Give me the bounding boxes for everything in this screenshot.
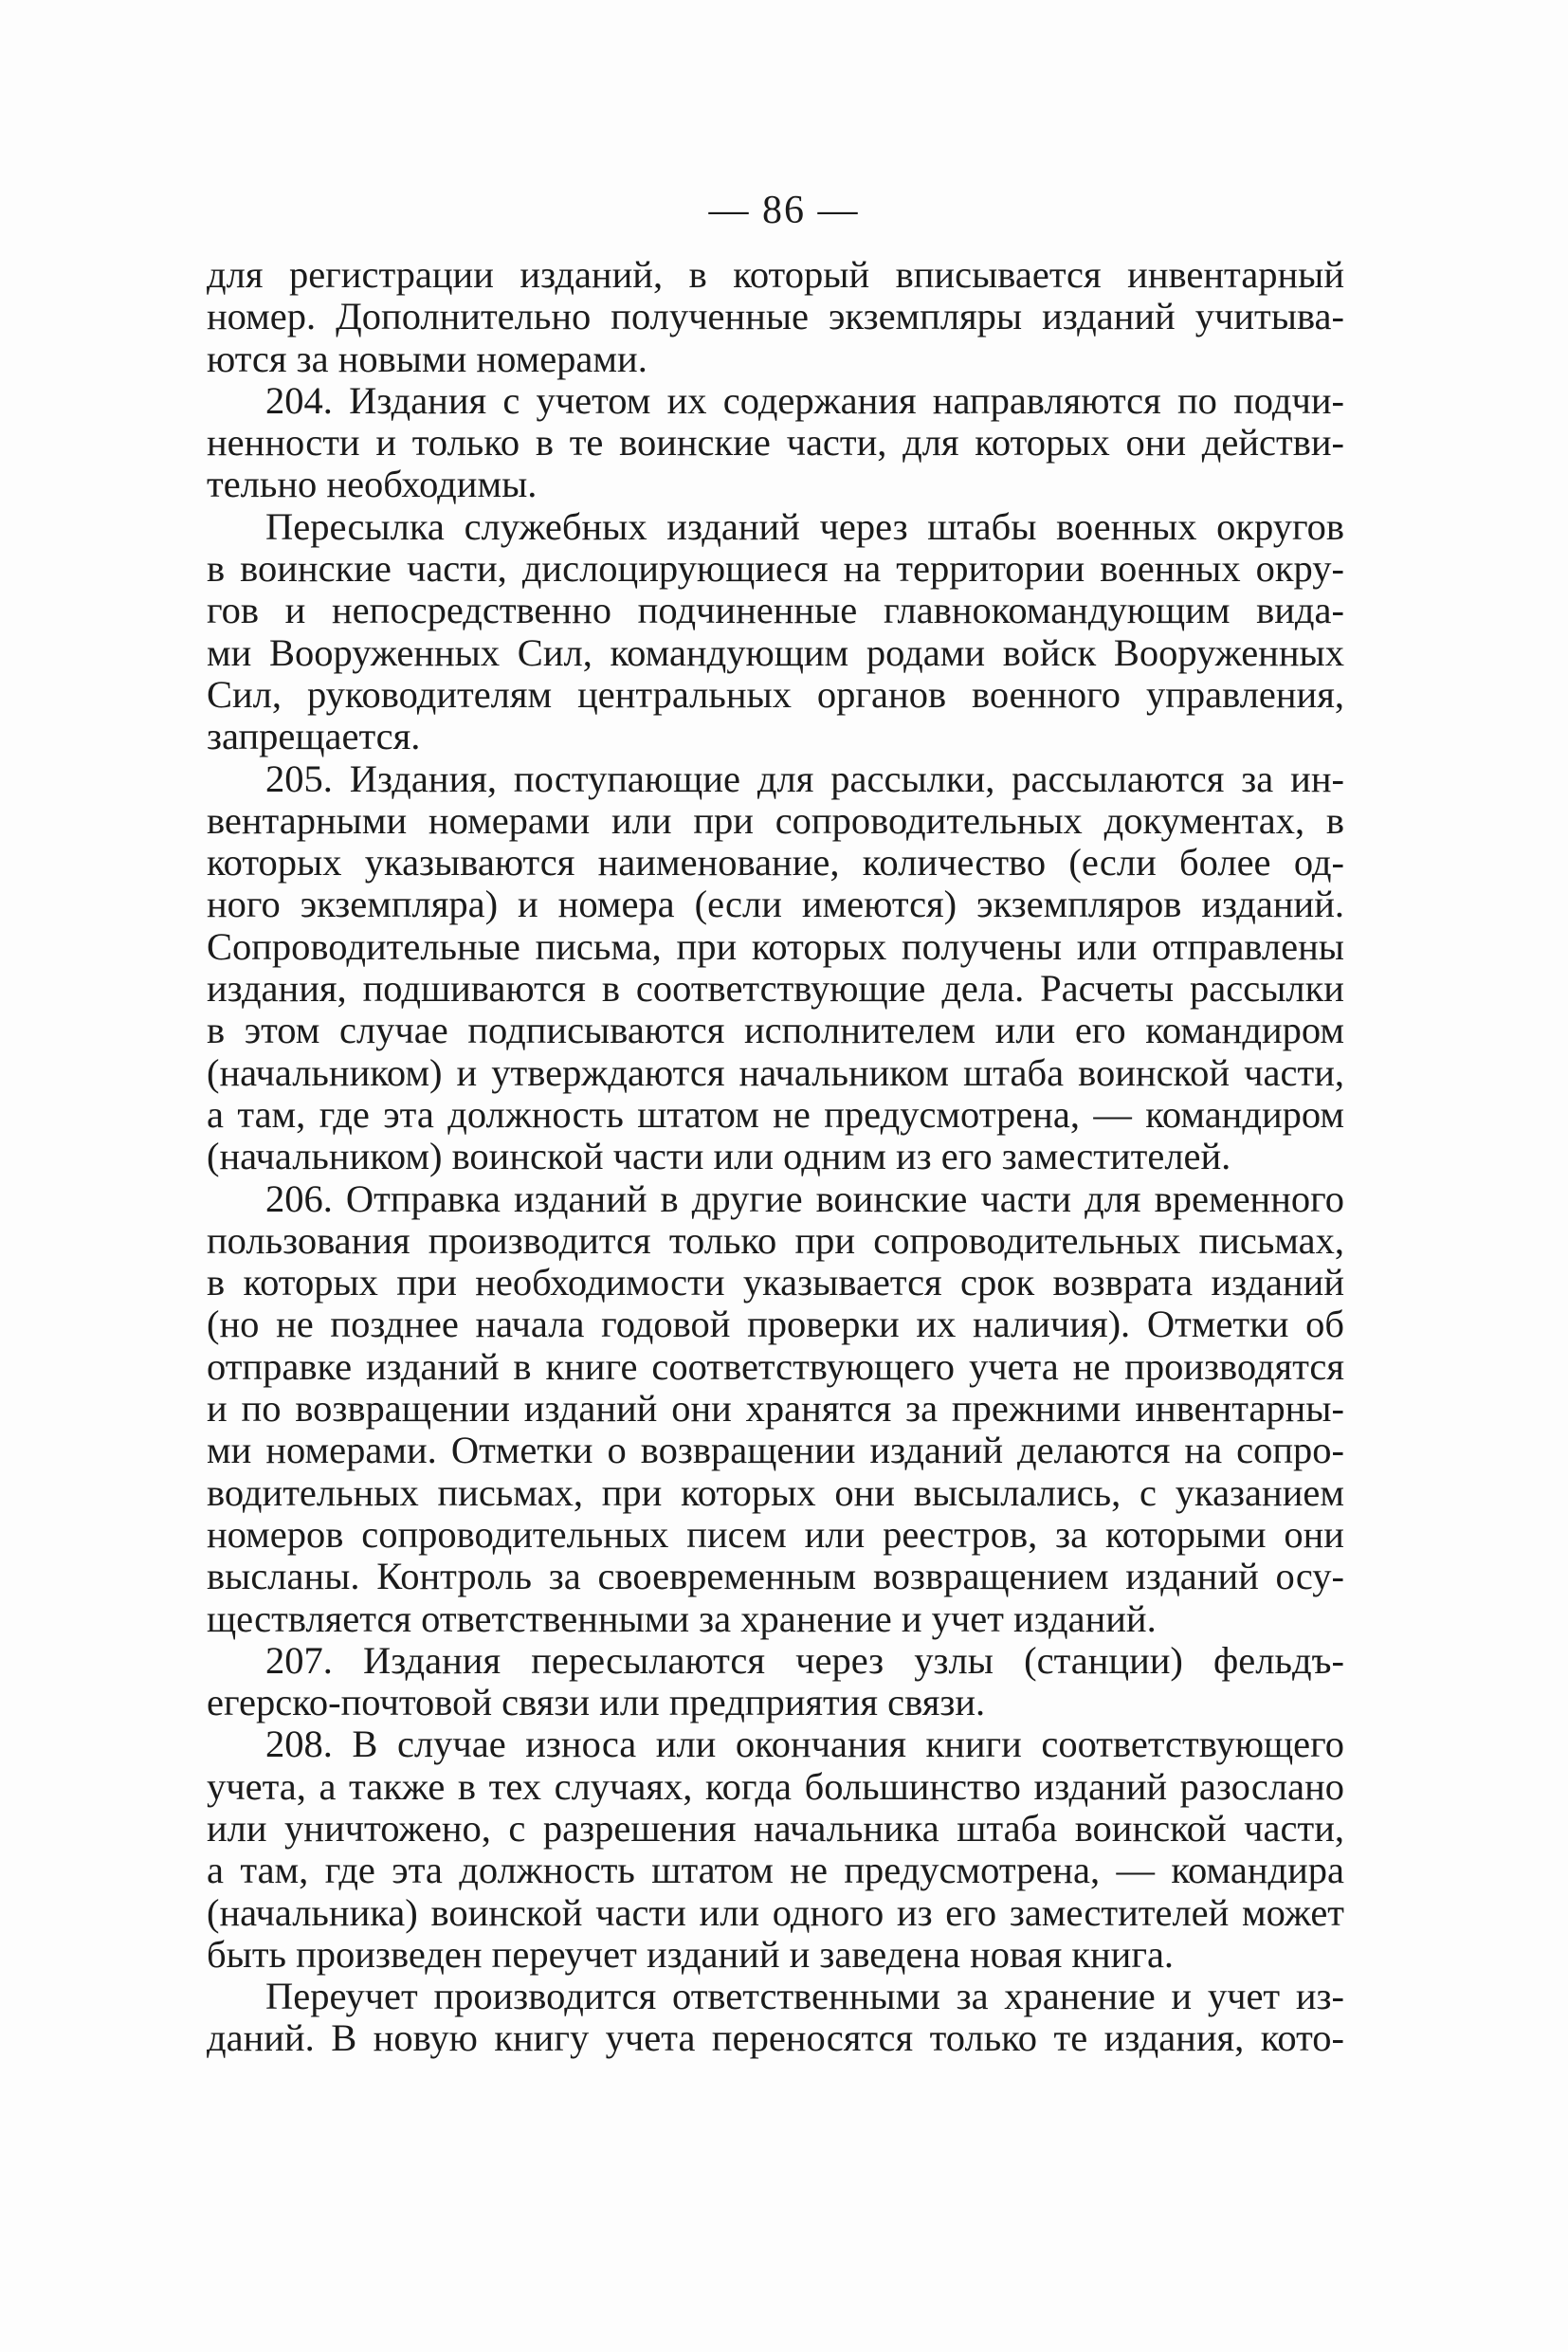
text-line: Пересылка служебных изданий через штабы военных округов — [265, 504, 1344, 548]
text-line: запрещается. — [207, 715, 421, 758]
text-line: издания, подшиваются в соответствующие дела. Расчеты рассылки — [207, 967, 1344, 1011]
text-line: даний. В новую книгу учета переносятся только те издания, кото- — [207, 2016, 1344, 2060]
page-number: — 86 — — [708, 189, 860, 232]
text-line: (начальником) и утверждаются начальником штаба воинской части, — [207, 1050, 1344, 1094]
text-line: (начальником) воинской части или одним из его заместителей. — [207, 1135, 1231, 1178]
paragraph-207 — [207, 1640, 1344, 1724]
body-text — [207, 254, 1344, 2060]
text-line: ного экземпляра) и номера (если имеются) экземпляров изданий. — [207, 883, 1344, 926]
paragraph-205 — [207, 758, 1344, 1178]
text-line: (но не позднее начала годовой проверки их наличия). Отметки об — [207, 1303, 1344, 1346]
paragraph-206 — [207, 1178, 1344, 1640]
paragraph-208-reaccounting — [207, 1976, 1344, 2060]
text-line: пользования производится только при сопроводительных письмах, — [207, 1218, 1344, 1262]
text-line: гов и непосредственно подчиненные главнокомандующим вида- — [207, 589, 1344, 632]
text-line: или уничтожено, с разрешения начальника штаба воинской части, — [207, 1806, 1344, 1850]
text-line: егерско-почтовой связи или предприятия связи. — [207, 1681, 986, 1724]
text-line: 208. В случае износа или окончания книги соответствующего — [265, 1723, 1344, 1766]
text-line: номер. Дополнительно полученные экземпляры изданий учитыва- — [207, 295, 1344, 338]
paragraph-208 — [207, 1723, 1344, 1976]
text-line: вентарными номерами или при сопроводительных документах, в — [207, 798, 1344, 842]
text-line: а там, где эта должность штатом не предусмотрена, — командиром — [207, 1092, 1344, 1136]
text-line: Переучет производится ответственными за хранение и учет из- — [265, 1975, 1344, 2018]
text-line: 206. Отправка изданий в другие воинские части для временного — [265, 1176, 1344, 1220]
text-line: для регистрации изданий, в который вписывается инвентарный — [207, 253, 1344, 296]
text-line: ми номерами. Отметки о возвращении изданий делаются на сопро- — [207, 1429, 1344, 1472]
text-line: ненности и только в те воинские части, для которых они действи- — [207, 421, 1344, 465]
text-line: учета, а также в тех случаях, когда большинство изданий разослано — [207, 1764, 1344, 1808]
text-line: 205. Издания, поступающие для рассылки, рассылаются за ин- — [265, 757, 1344, 800]
text-line: в воинские части, дислоцирующиеся на территории военных окру- — [207, 547, 1344, 591]
text-line: номеров сопроводительных писем или реестров, за которыми они — [207, 1512, 1344, 1556]
text-line: Сопроводительные письма, при которых получены или отправлены — [207, 924, 1344, 968]
paragraph-204-forwarding — [207, 506, 1344, 758]
text-line: в этом случае подписываются исполнителем или его командиром — [207, 1009, 1344, 1052]
text-line: а там, где эта должность штатом не предусмотрена, — командира — [207, 1849, 1344, 1892]
text-line: ются за новыми номерами. — [207, 337, 647, 380]
text-line: водительных письмах, при которых они высылались, с указанием — [207, 1470, 1344, 1514]
text-line: быть произведен переучет изданий и заведена новая книга. — [207, 1932, 1175, 1976]
text-line: которых указываются наименование, количество (если более од- — [207, 841, 1344, 884]
text-line: ществляется ответственными за хранение и учет изданий. — [207, 1596, 1157, 1640]
paragraph-continuation — [207, 254, 1344, 380]
text-line: в которых при необходимости указывается срок возврата изданий — [207, 1261, 1344, 1304]
text-line: высланы. Контроль за своевременным возвращением изданий осу- — [207, 1555, 1344, 1598]
text-line: отправке изданий в книге соответствующего учета не производятся — [207, 1344, 1344, 1388]
paragraph-204 — [207, 380, 1344, 506]
text-line: 207. Издания пересылаются через узлы (станции) фельдъ- — [265, 1638, 1344, 1682]
text-line: Сил, руководителям центральных органов военного управления, — [207, 672, 1344, 716]
text-line: (начальника) воинской части или одного из его заместителей может — [207, 1890, 1344, 1934]
text-line: ми Вооруженных Сил, командующим родами войск Вооруженных — [207, 630, 1344, 674]
text-line: и по возвращении изданий они хранятся за прежними инвентарны- — [207, 1387, 1344, 1431]
text-line: тельно необходимы. — [207, 463, 538, 506]
text-line: 204. Издания с учетом их содержания направляются по подчи- — [265, 378, 1344, 422]
